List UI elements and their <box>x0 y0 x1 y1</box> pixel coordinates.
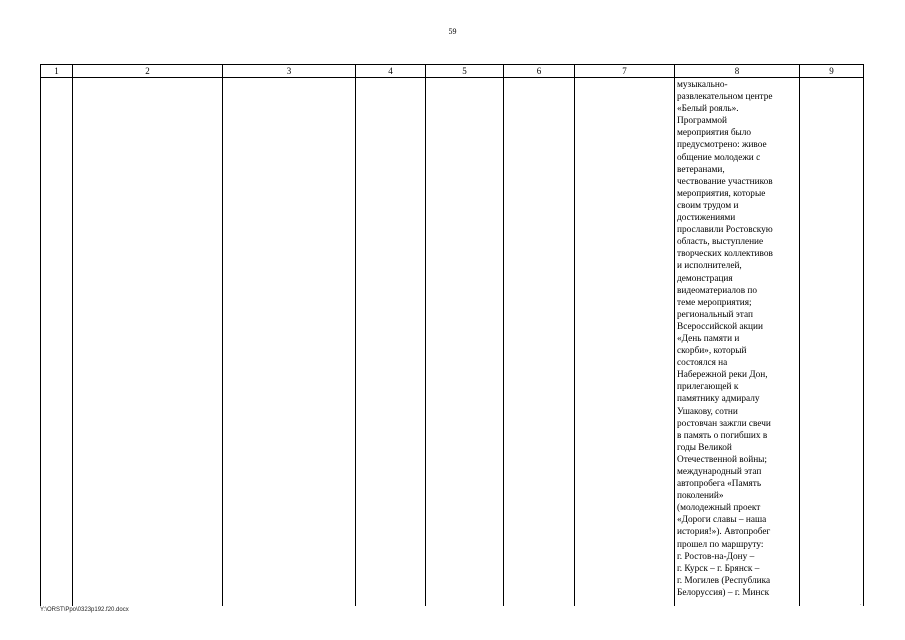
table-cell-col5 <box>426 78 504 607</box>
corner-mark: . <box>860 601 862 607</box>
file-path-footer: Y:\ORST\Ppo\0323p192.f20.docx <box>40 607 129 613</box>
table-cell-col9 <box>800 78 864 607</box>
event-description-text: музыкально- развлекательном центре «Белый рояль». Программой мероприятия было предусмотрено: живое общение молодежи с ветеранами, чествование участников мероприятия, которые своим трудом и достижениями прославили Ростовскую область, выступление творческих коллективов и исполнителей, демонстрация видеоматериалов по теме мероприятия; региональный этап Всероссийской акции «День памяти и скорби», который состоялся на Набережной реки Дон, прилегающей к памятнику адмиралу Ушакову, сотни ростовчан зажгли свечи в память о погибших в годы Великой Отечественной войны; международный этап автопробега «Память поколений» (молодежный проект «Дороги славы – наша история!»). Автопробег прошел по маршруту: г. Ростов-на-Дону – г. Курск – г. Брянск – г. Могилев (Республика Белоруссия) – г. Минск <box>677 80 773 598</box>
table-cell-col6 <box>504 78 575 607</box>
column-header-9: 9 <box>800 65 864 78</box>
table-cell-col4 <box>356 78 426 607</box>
column-header-7: 7 <box>575 65 675 78</box>
column-header-5: 5 <box>426 65 504 78</box>
column-header-4: 4 <box>356 65 426 78</box>
table-cell-col1 <box>41 78 73 607</box>
column-header-3: 3 <box>223 65 356 78</box>
table-cell-col2 <box>73 78 223 607</box>
page-number: 59 <box>448 27 457 36</box>
column-header-6: 6 <box>504 65 575 78</box>
table-cell-col8 <box>675 78 800 607</box>
table-cell-col3 <box>223 78 356 607</box>
column-header-2: 2 <box>73 65 223 78</box>
document-table <box>40 64 864 606</box>
header-row <box>41 65 864 78</box>
column-header-8: 8 <box>675 65 800 78</box>
column-header-1: 1 <box>41 65 73 78</box>
table-row <box>41 78 864 607</box>
table-cell-col7 <box>575 78 675 607</box>
